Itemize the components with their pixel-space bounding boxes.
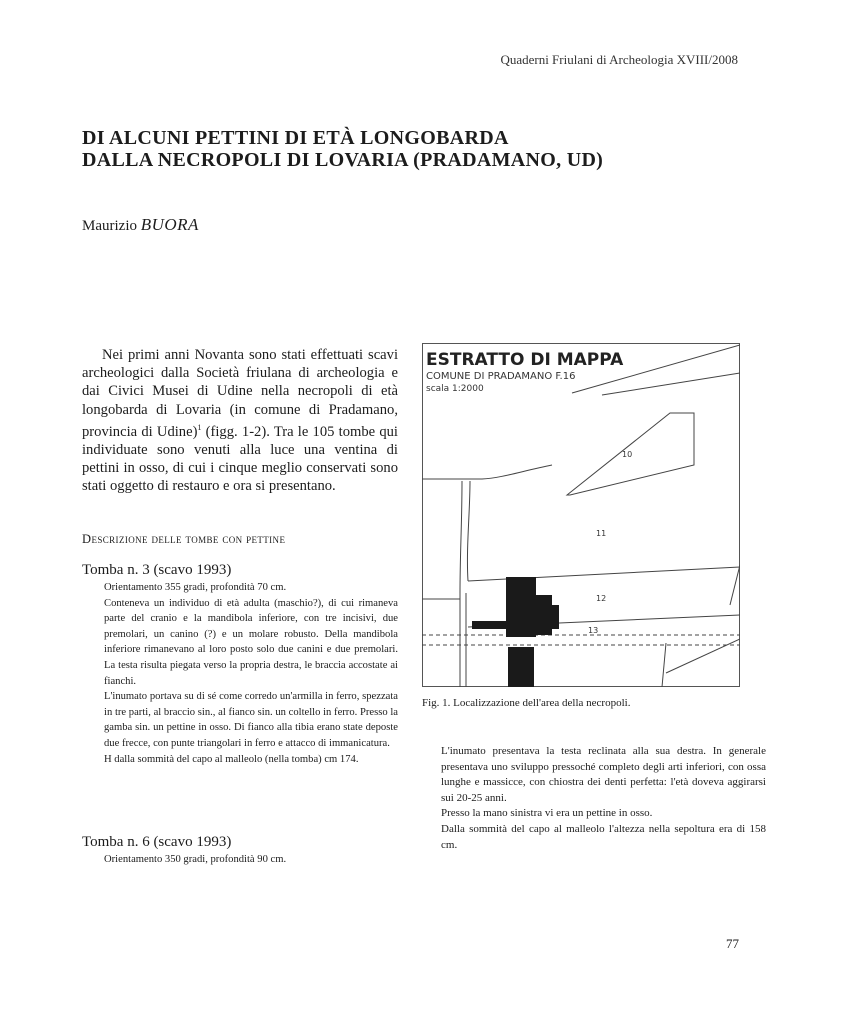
author-surname: BUORA <box>140 215 199 234</box>
tomb-3-paragraph: Orientamento 355 gradi, profondità 70 cm. <box>104 582 287 593</box>
figure-caption: Fig. 1. Localizzazione dell'area della necropoli. <box>422 697 631 709</box>
tomb-3-paragraph: L'inumato portava su di sé come corredo un'armilla in ferro, spezzata in tre parti, al braccio sin., al fianco sin. un coltello in ferro. Presso la gamba sin. un pettine in osso. Di fianco alla tibia erano state deposte due frecce, con punte triangolari in ferro e attacco di immanicatura. <box>104 691 398 749</box>
map-title: ESTRATTO DI MAPPA <box>426 350 624 370</box>
tomb-6-paragraph: Orientamento 350 gradi, profondità 90 cm. <box>104 854 287 865</box>
tomb-6-heading: Tomba n. 6 (scavo 1993) <box>82 834 232 850</box>
map-subtitle: COMUNE DI PRADAMANO F.16 <box>426 371 576 382</box>
intro-text: Nei primi anni Novanta sono stati effettuati scavi archeologici dalla Società friulana di archeologia e dai Civici Musei di Udine nella necropoli di età longobarda di Lovaria (in comune di Pradamano, provincia di Udine) <box>82 347 398 440</box>
parcel-label-11: 11 <box>596 529 607 538</box>
title-line-1: DI ALCUNI PETTINI DI ETÀ LONGOBARDA <box>82 127 509 149</box>
author-given-name: Maurizio <box>82 218 137 234</box>
map-scale: scala 1:2000 <box>426 384 484 394</box>
right-column-text <box>441 744 766 853</box>
cadastral-map-figure <box>422 343 740 687</box>
tomb-3-paragraph: Conteneva un individuo di età adulta (maschio?), di cui rimaneva parte del cranio e la mandibola inferiore, con tre incisivi, due premolari, un canino (?) e un molare robusto. Della mandibola inferiore rimanevano al loro posto solo due canini e due premolari. La testa risulta piegata verso la propria destra, le braccia accostate ai fianchi. <box>104 597 398 687</box>
parcel-label-13: 13 <box>588 626 599 635</box>
section-title-rest: escrizione delle tombe con pettine <box>91 532 286 546</box>
running-head: Quaderni Friulani di Archeologia XVIII/2008 <box>500 52 738 67</box>
section-title <box>82 532 285 547</box>
tomb-3-description <box>104 580 398 767</box>
right-paragraph: L'inumato presentava la testa reclinata alla sua destra. In generale presentava uno sviluppo pressoché completo degli arti inferiori, con ossa lunghe e massicce, con chiostra dei denti perfetta: l'età doveva aggirarsi sui 20-25 anni. <box>441 745 766 804</box>
parcel-label-10: 10 <box>622 450 633 459</box>
right-paragraph: Dalla sommità del capo al malleolo l'altezza nella sepoltura era di 158 cm. <box>441 822 766 851</box>
intro-text-continued: (figg. 1-2). Tra le 105 tombe qui individuate sono venuti alla luce una ventina di pettini in osso, di cui i cinque meglio conservati sono stati oggetto di restauro e ora si presentano. <box>82 423 398 495</box>
article-title <box>82 127 603 171</box>
tomb-3-heading: Tomba n. 3 (scavo 1993) <box>82 562 232 578</box>
intro-paragraph <box>82 346 398 495</box>
section-title-initial: D <box>82 532 92 546</box>
page-number: 77 <box>726 936 739 951</box>
tomb-3-paragraph: H dalla sommità del capo al malleolo (nella tomba) cm 174. <box>104 753 359 765</box>
author <box>82 215 199 235</box>
right-paragraph: Presso la mano sinistra vi era un pettine in osso. <box>441 807 653 820</box>
parcel-label-12: 12 <box>596 594 607 603</box>
title-line-2: DALLA NECROPOLI DI LOVARIA (PRADAMANO, UD) <box>82 149 604 171</box>
tomb-6-description <box>104 852 398 868</box>
footnote-mark: 1 <box>197 422 202 432</box>
